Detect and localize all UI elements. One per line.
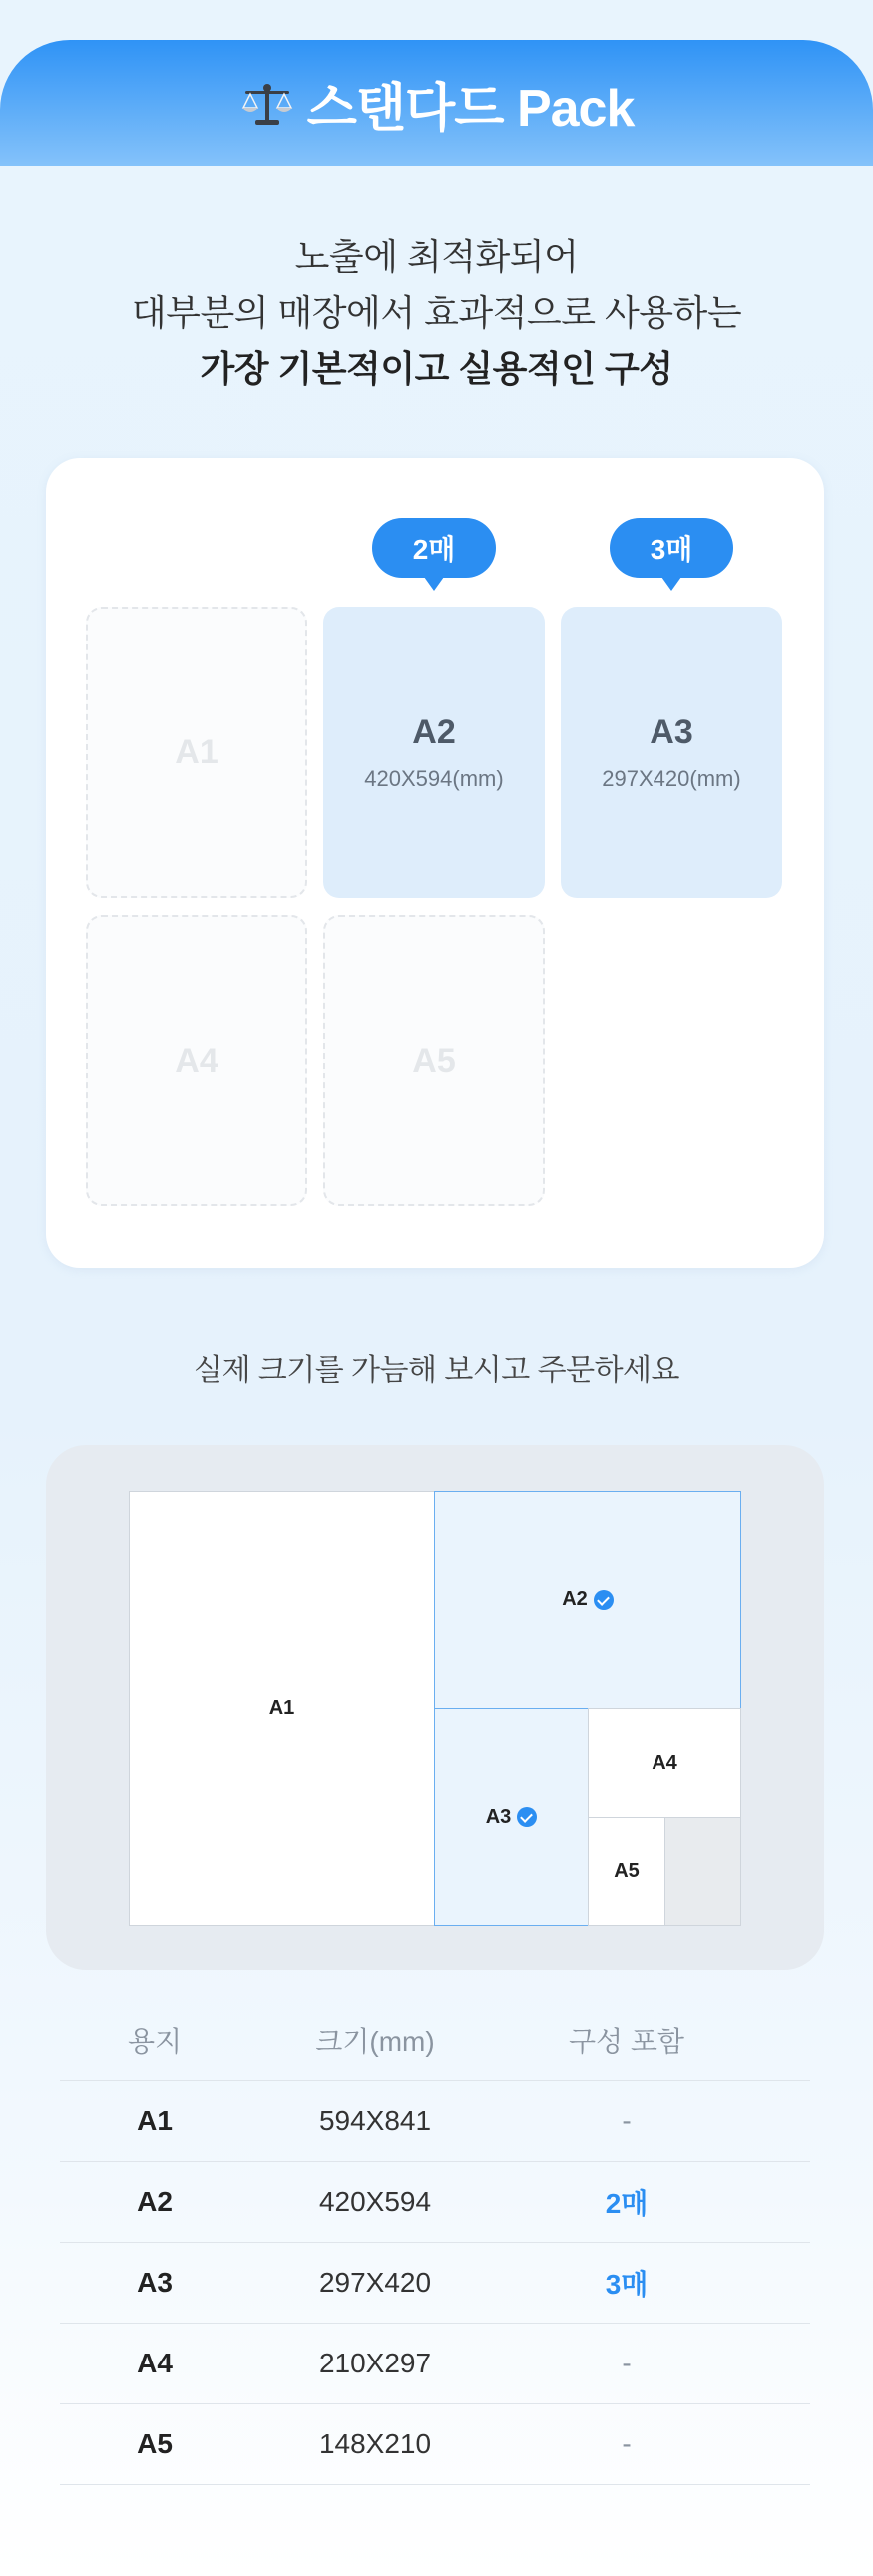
size-guide-subtitle: 실제 크기를 가늠해 보시고 주문하세요 bbox=[193, 1354, 680, 1387]
a3-count-badge: 3매 bbox=[610, 518, 733, 578]
table-header-row bbox=[60, 2000, 810, 2081]
cell-paper: A1 bbox=[137, 2105, 173, 2136]
check-icon bbox=[517, 1807, 537, 1827]
paper-name: A5 bbox=[412, 1041, 456, 1079]
cell-size: 594X841 bbox=[318, 2105, 432, 2136]
paper-name: A1 bbox=[175, 732, 218, 771]
table-row bbox=[60, 2243, 810, 2324]
intro-text bbox=[0, 229, 873, 397]
column-header-size: 크기(mm) bbox=[315, 2026, 435, 2057]
cell-included: - bbox=[622, 2428, 632, 2459]
paper-a1 bbox=[86, 607, 307, 898]
scale-icon bbox=[239, 82, 295, 128]
paper-grid-card bbox=[46, 458, 824, 1268]
intro-line: 노출에 최적화되어 bbox=[294, 236, 579, 277]
diagram-label: A4 bbox=[652, 1751, 677, 1774]
cell-included: 2매 bbox=[605, 2188, 649, 2219]
cell-size: 297X420 bbox=[318, 2267, 432, 2298]
diagram-label: A5 bbox=[614, 1860, 640, 1882]
table-row bbox=[60, 2404, 810, 2485]
a2-count-badge: 2매 bbox=[372, 518, 496, 578]
cell-size: 148X210 bbox=[318, 2428, 432, 2459]
intro-line: 대부분의 매장에서 효과적으로 사용하는 bbox=[131, 292, 742, 333]
cell-included: 3매 bbox=[605, 2269, 649, 2300]
diagram-a3 bbox=[434, 1708, 589, 1926]
diagram-label: A2 bbox=[562, 1588, 588, 1610]
cell-included: - bbox=[622, 2348, 632, 2378]
cell-included: - bbox=[622, 2105, 632, 2136]
diagram-a1 bbox=[129, 1491, 435, 1926]
paper-a5 bbox=[323, 915, 545, 1206]
paper-name: A2 bbox=[412, 712, 456, 751]
cell-paper: A4 bbox=[137, 2348, 173, 2378]
cell-size: 210X297 bbox=[318, 2348, 432, 2378]
paper-size: 297X420(mm) bbox=[602, 765, 741, 791]
cell-paper: A2 bbox=[137, 2186, 173, 2217]
diagram-a4 bbox=[588, 1708, 741, 1818]
size-diagram bbox=[129, 1491, 741, 1926]
diagram-label: A3 bbox=[485, 1805, 512, 1828]
diagram-a5 bbox=[588, 1817, 665, 1926]
cell-paper: A3 bbox=[137, 2267, 173, 2298]
diagram-label: A1 bbox=[268, 1696, 295, 1719]
pack-header bbox=[0, 40, 873, 166]
paper-name: A3 bbox=[650, 712, 693, 751]
table-row bbox=[60, 2081, 810, 2162]
table-row bbox=[60, 2324, 810, 2404]
diagram-empty-area bbox=[664, 1817, 741, 1926]
diagram-a2 bbox=[434, 1491, 741, 1709]
paper-spec-table bbox=[60, 2000, 810, 2485]
paper-size: 420X594(mm) bbox=[364, 765, 504, 791]
paper-name: A4 bbox=[175, 1041, 218, 1079]
column-header-paper: 용지 bbox=[127, 2026, 183, 2057]
table-row bbox=[60, 2162, 810, 2243]
paper-a3 bbox=[561, 607, 782, 898]
paper-a4 bbox=[86, 915, 307, 1206]
check-icon bbox=[594, 1590, 614, 1610]
pack-title: 스탠다드 Pack bbox=[306, 79, 635, 138]
paper-a2 bbox=[323, 607, 545, 898]
intro-line-emphasis: 가장 기본적이고 실용적인 구성 bbox=[200, 348, 673, 389]
column-header-included: 구성 포함 bbox=[569, 2026, 684, 2057]
cell-paper: A5 bbox=[137, 2428, 173, 2459]
cell-size: 420X594 bbox=[318, 2186, 432, 2217]
